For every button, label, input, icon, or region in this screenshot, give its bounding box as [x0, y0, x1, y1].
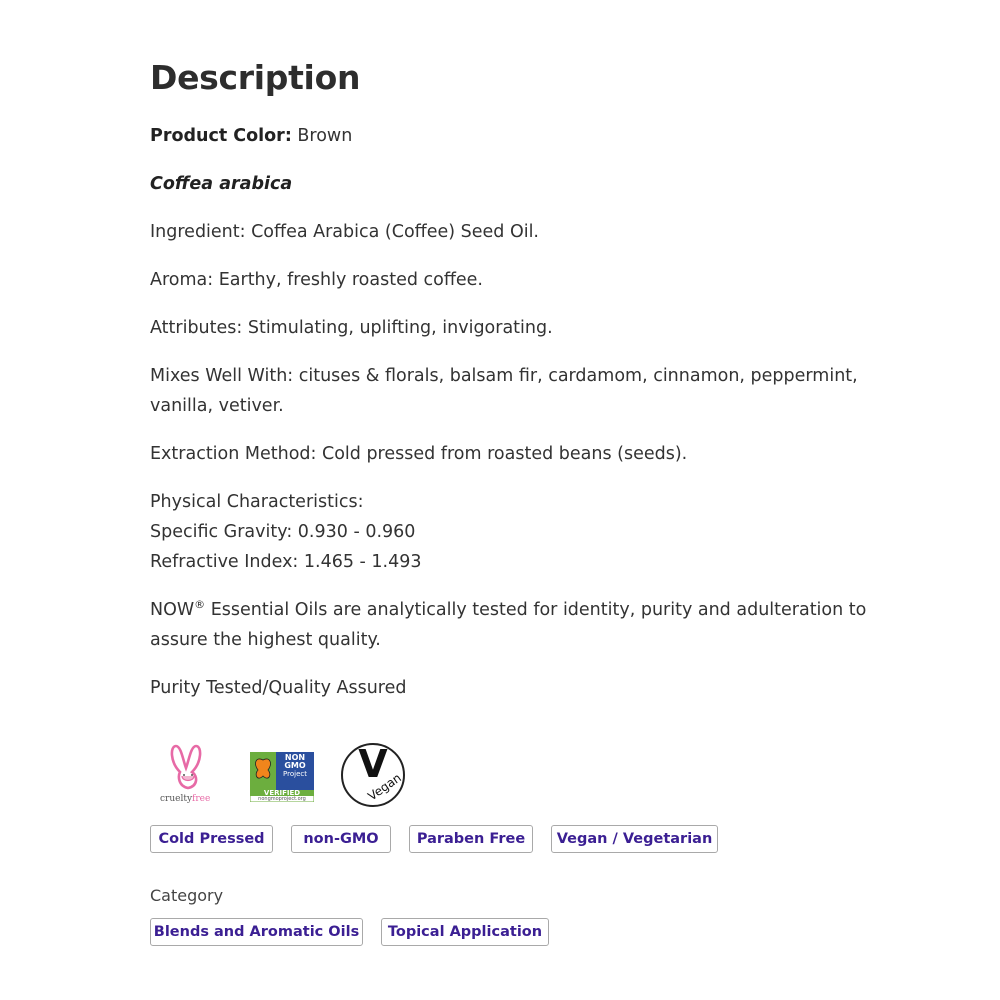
product-color-value: Brown	[297, 126, 353, 146]
category-label: Category	[150, 886, 224, 905]
description-heading: Description	[150, 58, 361, 97]
product-color-line	[150, 121, 352, 151]
botanical-name: Coffea arabica	[150, 174, 293, 194]
vegan-badge	[340, 742, 406, 808]
registered-mark: ®	[194, 598, 206, 611]
category-topical-application[interactable]: Topical Application	[381, 918, 549, 946]
tag-vegan-vegetarian[interactable]: Vegan / Vegetarian	[551, 825, 718, 853]
extraction-line: Extraction Method: Cold pressed from roasted beans (seeds).	[150, 444, 688, 464]
physical-title: Physical Characteristics:	[150, 492, 364, 512]
tag-paraben-free[interactable]: Paraben Free	[409, 825, 533, 853]
ingredient-line: Ingredient: Coffea Arabica (Coffee) Seed Oil.	[150, 222, 539, 242]
non-gmo-line-3: Project	[283, 770, 307, 778]
vegan-letter: V	[358, 742, 388, 786]
cruelty-free-label: crueltyfree	[160, 794, 211, 804]
vegan-text: Vegan	[365, 770, 404, 804]
attributes-line: Attributes: Stimulating, uplifting, invigorating.	[150, 318, 553, 338]
mixes-line-1: Mixes Well With: cituses & florals, balsam fir, cardamom, cinnamon, peppermint,	[150, 366, 858, 386]
cruelty-free-badge	[156, 742, 220, 812]
non-gmo-line-1: NON	[284, 753, 306, 762]
now-line-rest: Essential Oils are analytically tested for identity, purity and adulteration to	[205, 600, 867, 620]
non-gmo-url: nongmoproject.org	[258, 796, 306, 802]
now-quality-line-2: assure the highest quality.	[150, 630, 381, 650]
now-brand: NOW	[150, 600, 195, 620]
specific-gravity: Specific Gravity: 0.930 - 0.960	[150, 522, 416, 542]
tag-non-gmo[interactable]: non-GMO	[291, 825, 391, 853]
product-color-label: Product Color:	[150, 126, 292, 146]
purity-line: Purity Tested/Quality Assured	[150, 678, 407, 698]
non-gmo-badge	[250, 752, 314, 802]
mixes-line-2: vanilla, vetiver.	[150, 396, 284, 416]
refractive-index: Refractive Index: 1.465 - 1.493	[150, 552, 422, 572]
non-gmo-verified: VERIFIED	[263, 789, 301, 797]
aroma-line: Aroma: Earthy, freshly roasted coffee.	[150, 270, 483, 290]
now-quality-line-1	[150, 595, 866, 625]
tag-cold-pressed[interactable]: Cold Pressed	[150, 825, 273, 853]
non-gmo-line-2: GMO	[284, 761, 306, 770]
category-blends-aromatic-oils[interactable]: Blends and Aromatic Oils	[150, 918, 363, 946]
